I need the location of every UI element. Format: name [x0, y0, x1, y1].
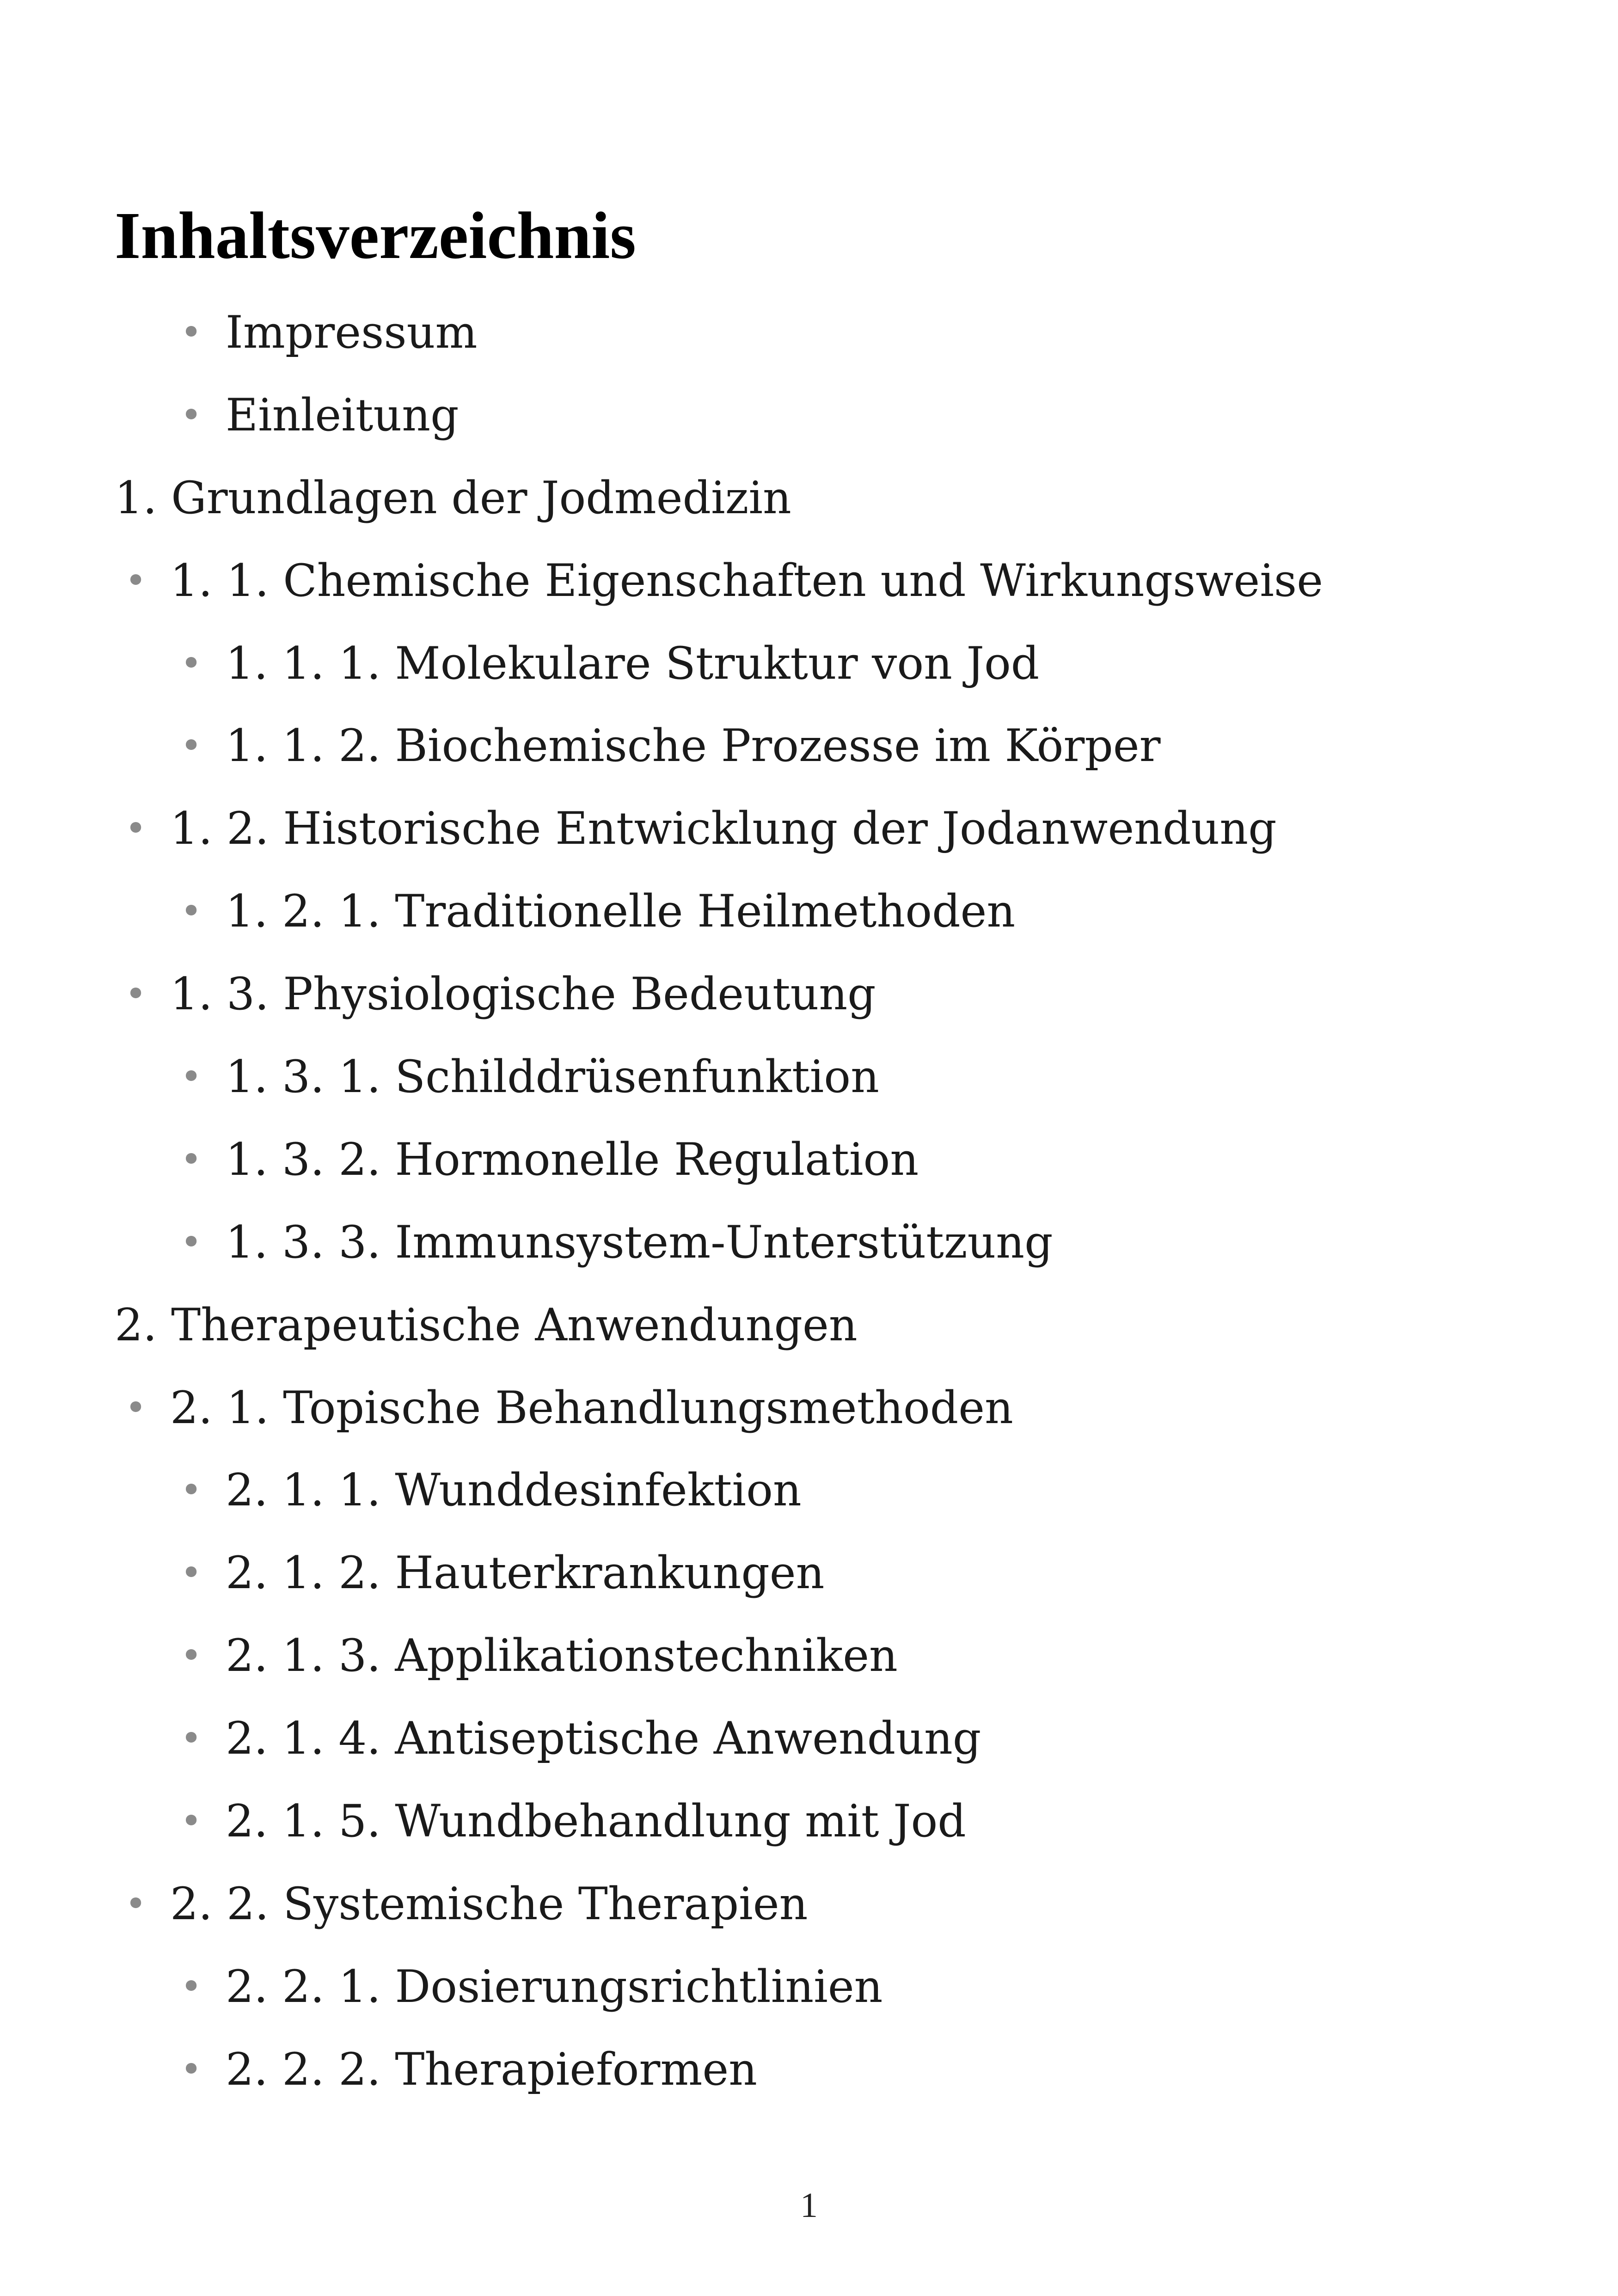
- toc-subsection-entry[interactable]: [0, 1615, 1618, 1697]
- toc-section-entry[interactable]: [0, 540, 1618, 622]
- toc-chapter-entry[interactable]: [0, 457, 1618, 540]
- bullet-icon: •: [180, 1551, 202, 1595]
- toc-entry-label[interactable]: 2. 2. 2. Therapieformen: [226, 2043, 757, 2095]
- toc-subsection-entry[interactable]: [0, 1780, 1618, 1863]
- bullet-icon: •: [180, 890, 202, 933]
- bullet-icon: •: [180, 1634, 202, 1677]
- toc-subsection-entry[interactable]: [0, 1201, 1618, 1284]
- bullet-icon: •: [180, 1055, 202, 1099]
- bullet-icon: •: [180, 311, 202, 354]
- bullet-icon: •: [125, 1386, 147, 1429]
- bullet-icon: •: [180, 724, 202, 767]
- toc-entry-label[interactable]: 2. 2. 1. Dosierungsrichtlinien: [226, 1960, 883, 2013]
- toc-subsection-entry[interactable]: [0, 1036, 1618, 1118]
- toc-subsection-entry[interactable]: [0, 374, 1618, 457]
- bullet-icon: •: [125, 559, 147, 602]
- bullet-icon: •: [180, 1137, 202, 1181]
- toc-section-entry[interactable]: [0, 1863, 1618, 1946]
- toc-entry-label[interactable]: Einleitung: [226, 389, 459, 441]
- toc-subsection-entry[interactable]: [0, 1449, 1618, 1532]
- toc-entry-label[interactable]: 2. 1. 3. Applikationstechniken: [226, 1630, 898, 1682]
- toc-section-entry[interactable]: [0, 1367, 1618, 1449]
- toc-subsection-entry[interactable]: [0, 1697, 1618, 1780]
- bullet-icon: •: [180, 1717, 202, 1760]
- bullet-icon: •: [180, 641, 202, 685]
- toc-entry-label[interactable]: 2. Therapeutische Anwendungen: [115, 1299, 858, 1351]
- page-title: Inhaltsverzeichnis: [115, 199, 636, 273]
- page-number: 1: [800, 2186, 818, 2225]
- bullet-icon: •: [125, 807, 147, 850]
- toc-subsection-entry[interactable]: [0, 2028, 1618, 2111]
- toc-section-entry[interactable]: [0, 787, 1618, 870]
- toc-subsection-entry[interactable]: [0, 705, 1618, 787]
- toc-entry-label[interactable]: 2. 1. 5. Wundbehandlung mit Jod: [226, 1795, 966, 1848]
- bullet-icon: •: [125, 972, 147, 1016]
- toc-subsection-entry[interactable]: [0, 1532, 1618, 1615]
- bullet-icon: •: [180, 393, 202, 436]
- toc-entry-label[interactable]: Impressum: [226, 307, 478, 358]
- toc-section-entry[interactable]: [0, 953, 1618, 1036]
- toc-subsection-entry[interactable]: [0, 622, 1618, 705]
- toc-entry-label[interactable]: 1. 1. 1. Molekulare Struktur von Jod: [226, 637, 1040, 689]
- toc-chapter-entry[interactable]: [0, 1284, 1618, 1367]
- bullet-icon: •: [125, 1882, 147, 1925]
- bullet-icon: •: [180, 1468, 202, 1512]
- toc-subsection-entry[interactable]: [0, 1946, 1618, 2028]
- toc-entry-label[interactable]: 2. 1. Topische Behandlungsmethoden: [170, 1381, 1013, 1434]
- toc-subsection-entry[interactable]: [0, 291, 1618, 374]
- toc-entry-label[interactable]: 2. 1. 2. Hauterkrankungen: [226, 1547, 825, 1599]
- bullet-icon: •: [180, 1220, 202, 1264]
- toc-entry-label[interactable]: 1. 3. 2. Hormonelle Regulation: [226, 1133, 919, 1185]
- toc-entry-label[interactable]: 1. 1. Chemische Eigenschaften und Wirkungsweise: [170, 554, 1323, 607]
- toc-entry-label[interactable]: 1. 3. Physiologische Bedeutung: [170, 968, 876, 1020]
- bullet-icon: •: [180, 2047, 202, 2091]
- toc-entry-label[interactable]: 1. 2. 1. Traditionelle Heilmethoden: [226, 885, 1016, 938]
- toc-subsection-entry[interactable]: [0, 870, 1618, 953]
- toc-subsection-entry[interactable]: [0, 1118, 1618, 1201]
- toc-entry-label[interactable]: 1. 3. 1. Schilddrüsenfunktion: [226, 1051, 879, 1103]
- toc-entry-label[interactable]: 2. 2. Systemische Therapien: [170, 1878, 808, 1930]
- toc-entry-label[interactable]: 1. Grundlagen der Jodmedizin: [115, 472, 791, 524]
- bullet-icon: •: [180, 1799, 202, 1843]
- bullet-icon: •: [180, 1964, 202, 2008]
- toc-entry-label[interactable]: 1. 2. Historische Entwicklung der Jodanwendung: [170, 803, 1277, 855]
- toc-entry-label[interactable]: 1. 1. 2. Biochemische Prozesse im Körper: [226, 720, 1161, 772]
- toc-entry-label[interactable]: 2. 1. 4. Antiseptische Anwendung: [226, 1713, 981, 1765]
- toc-entry-label[interactable]: 2. 1. 1. Wunddesinfektion: [226, 1464, 802, 1516]
- toc-entry-label[interactable]: 1. 3. 3. Immunsystem-Unterstützung: [226, 1216, 1053, 1268]
- table-of-contents: [0, 291, 1618, 2111]
